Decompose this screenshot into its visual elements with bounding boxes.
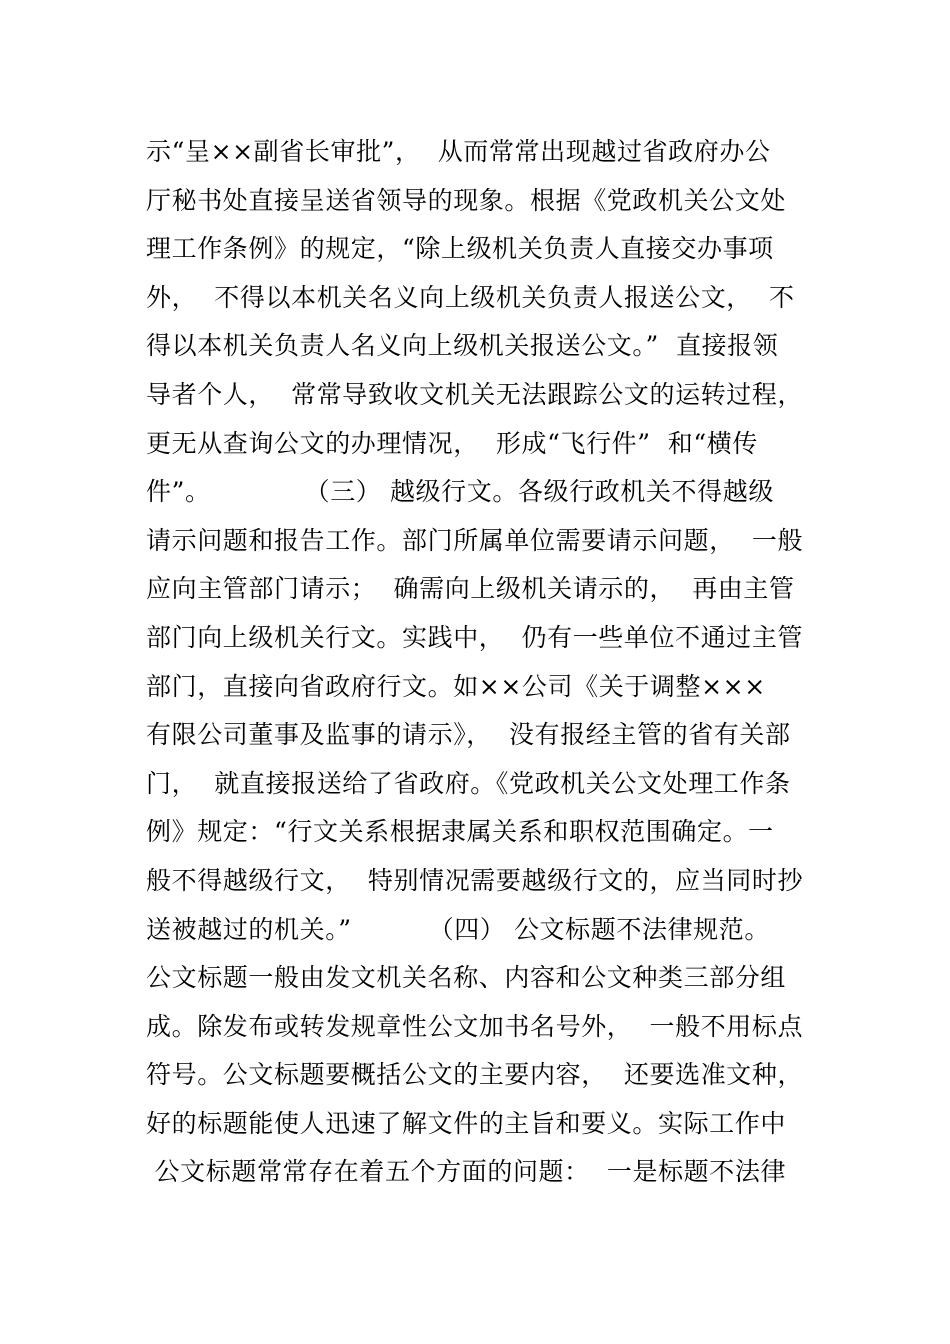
text-line: 件”。 （三） 越级行文。各级行政机关不得越级 [146,477,774,507]
text-line: 有限公司董事及监事的请示》， 没有报经主管的省有关部 [146,720,791,750]
text-line: 厅秘书处直接呈送省领导的现象。根据《党政机关公文处 [146,185,787,215]
text-line: 导者个人， 常常导致收文机关无法跟踪公文的运转过程， [146,379,804,409]
text-line: 部门向上级机关行文。实践中， 仍有一些单位不通过主管 [146,622,804,652]
text-line: 好的标题能使人迅速了解文件的主旨和要义。实际工作中 [146,1108,787,1138]
text-line: 应向主管部门请示； 确需向上级机关请示的， 再由主管 [146,574,795,604]
text-line: 公文标题常常存在着五个方面的问题： 一是标题不法律 [146,1157,787,1187]
text-line: 请示问题和报告工作。部门所属单位需要请示问题， 一般 [146,525,804,555]
text-line: 外， 不得以本机关名义向上级机关负责人报送公文， 不 [146,282,795,312]
text-line: 般不得越级行文， 特别情况需要越级行文的，应当同时抄 [146,865,804,895]
text-line: 符号。公文标题要概括公文的主要内容， 还要选准文种， [146,1060,804,1090]
text-line: 得以本机关负责人名义向上级机关报送公文。” 直接报领 [146,331,779,361]
text-line: 部门，直接向省政府行文。如××公司《关于调整××× [146,671,766,701]
text-line: 门， 就直接报送给了省政府。《党政机关公文处理工作条 [146,768,791,798]
text-line: 理工作条例》的规定，“除上级机关负责人直接交办事项 [146,234,774,264]
text-line: 公文标题一般由发文机关名称、内容和公文种类三部分组 [146,963,787,993]
text-line: 例》规定：“行文关系根据隶属关系和职权范围确定。一 [146,817,774,847]
text-line: 送被越过的机关。” （四） 公文标题不法律规范。 [146,914,770,944]
text-line: 示“呈××副省长审批”， 从而常常出现越过省政府办公 [146,137,771,166]
text-line: 成。除发布或转发规章性公文加书名号外， 一般不用标点 [146,1011,804,1041]
body-text [146,128,846,1197]
text-line: 更无从查询公文的办理情况， 形成“飞行件” 和“横传 [146,428,758,458]
